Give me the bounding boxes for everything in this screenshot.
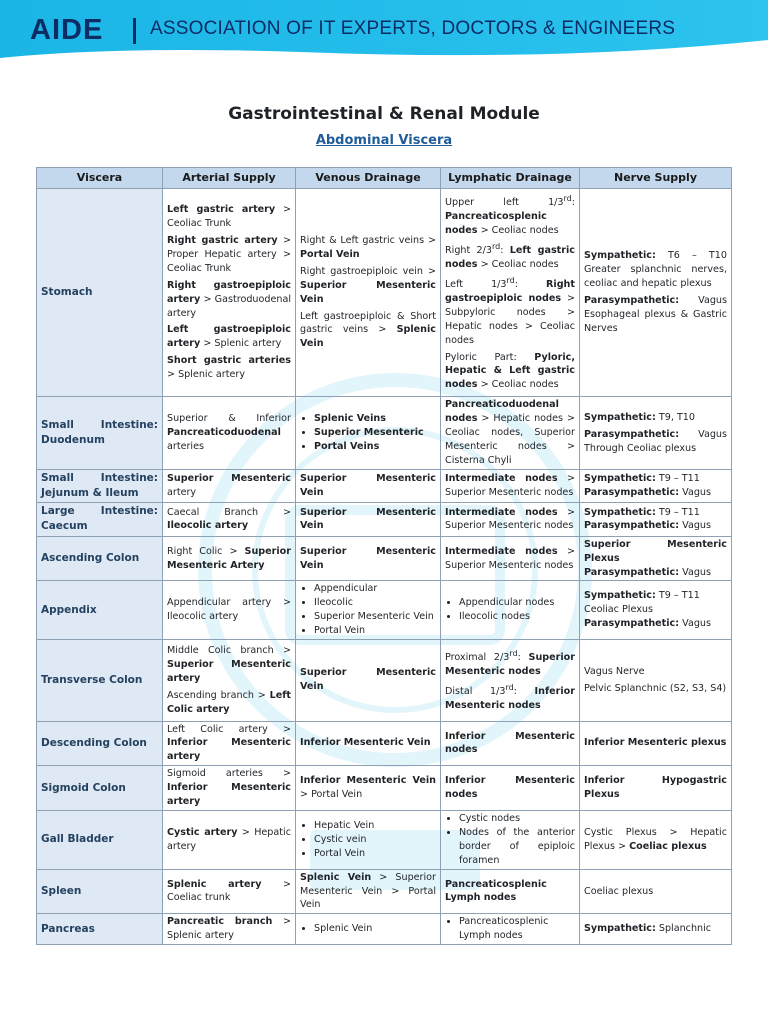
superscript: rd <box>509 648 518 658</box>
arterial-supply <box>163 536 296 581</box>
table-row-sigmoid-colon <box>37 766 732 811</box>
bold-text: Sympathetic: <box>584 923 656 935</box>
superscript: rd <box>491 241 501 251</box>
text: Distal 1/3 <box>445 685 506 697</box>
bold-text: Coeliac plexus <box>629 840 707 852</box>
arterial-item <box>167 279 291 321</box>
abdominal-viscera-table <box>36 167 732 945</box>
nerve-supply <box>580 811 732 870</box>
viscera-name: Sigmoid Colon <box>37 766 163 811</box>
arterial-item <box>167 203 291 231</box>
viscera-name: Gall Bladder <box>37 811 163 870</box>
text: T9 – T11 <box>655 506 700 518</box>
text: artery <box>167 487 197 499</box>
text: Middle Colic branch > <box>167 645 291 657</box>
arterial-item <box>167 689 291 717</box>
venous-drainage <box>296 811 441 870</box>
bold-text: Intermediate nodes <box>445 506 558 518</box>
arterial-item <box>167 323 291 351</box>
bold-text: Inferior Mesenteric Vein <box>300 737 431 749</box>
text: : <box>514 279 547 291</box>
nerve-supply <box>580 469 732 502</box>
text: > Superior Mesenteric nodes <box>445 473 576 499</box>
nerve-item <box>584 249 727 291</box>
lymphatic-drainage <box>441 869 580 914</box>
text: Right 2/3 <box>445 245 492 257</box>
nerve-item <box>584 294 727 336</box>
text: > Hepatic nodes > Ceoliac nodes, Superior Mesenteric nodes > Cisterna Chyli <box>445 413 575 466</box>
bold-text: Inferior Mesenteric artery <box>167 737 291 763</box>
text: > Splenic artery <box>200 338 282 350</box>
venous-drainage <box>296 721 441 766</box>
list-item: • Ileocolic nodes <box>459 610 575 624</box>
text: > Coeliac trunk <box>167 878 291 904</box>
column-header-arterial: Arterial Supply <box>163 168 296 189</box>
nerve-supply: Coeliac plexus <box>580 869 732 914</box>
text: Left 1/3 <box>445 279 507 291</box>
viscera-name: Small Intestine: Duodenum <box>37 397 163 470</box>
lymphatic-drainage <box>441 469 580 502</box>
text: Sigmoid arteries > <box>167 768 291 780</box>
column-header-lymphatic: Lymphatic Drainage <box>441 168 580 189</box>
bold-text: Sympathetic: <box>584 506 656 518</box>
nerve-supply <box>580 914 732 945</box>
venous-drainage <box>296 640 441 722</box>
lymphatic-drainage <box>441 914 580 945</box>
text: > Hepatic artery <box>167 826 291 852</box>
text: Vagus Esophageal plexus & Gastric Nerves <box>584 295 727 334</box>
nerve-supply <box>580 721 732 766</box>
bold-text: Superior Mesenteric <box>167 473 291 485</box>
lymphatic-drainage <box>441 581 580 640</box>
list-item: • Portal Vein <box>314 847 436 861</box>
venous-drainage <box>296 188 441 396</box>
lymph-item <box>445 275 575 348</box>
lymphatic-drainage <box>441 536 580 581</box>
column-header-venous: Venous Drainage <box>296 168 441 189</box>
text: arteries <box>167 441 204 452</box>
text: Left Colic artery > <box>167 723 291 735</box>
brand-logo-text: AIDE <box>30 14 104 46</box>
bold-text: Intermediate nodes <box>445 545 558 557</box>
text: Right & Left gastric veins > <box>300 234 436 246</box>
lymphatic-drainage <box>441 766 580 811</box>
text: : <box>517 651 529 663</box>
nerve-item: Pelvic Splanchnic (S2, S3, S4) <box>584 682 727 694</box>
nerve-item <box>584 617 727 631</box>
bold-text: Parasympathetic: <box>584 566 680 578</box>
text: Ascending branch > <box>167 689 270 701</box>
arterial-item <box>167 644 291 686</box>
list-item: • Splenic Vein <box>314 922 436 936</box>
bold-text: Right gastroepiploic nodes <box>445 279 575 304</box>
text: Upper left 1/3 <box>445 197 564 209</box>
list-item: • Ileocolic <box>314 596 436 610</box>
list-item: • Portal Veins <box>314 440 436 454</box>
bold-text: Ileocolic artery <box>167 520 249 532</box>
text: > Subpyloric nodes > Hepatic nodes > Ceoliac nodes <box>445 292 575 346</box>
bold-text: Sympathetic: <box>584 473 656 485</box>
venous-list <box>300 582 436 638</box>
nerve-item <box>584 519 727 533</box>
bold-text: Left gastroepiploic artery <box>167 324 291 350</box>
document-title: Gastrointestinal & Renal Module <box>228 104 540 124</box>
lymph-item <box>445 351 575 393</box>
nerve-item: Vagus Nerve <box>584 665 645 677</box>
list-item: • Hepatic Vein <box>314 819 436 833</box>
venous-drainage <box>296 397 441 470</box>
nerve-supply <box>580 188 732 396</box>
lymph-list <box>445 596 575 624</box>
venous-drainage <box>296 914 441 945</box>
venous-drainage <box>296 469 441 502</box>
table-row-appendix <box>37 581 732 640</box>
venous-drainage <box>296 536 441 581</box>
venous-list <box>300 412 436 454</box>
list-item: • Pancreaticosplenic Lymph nodes <box>459 915 575 943</box>
nerve-item: Superior Mesenteric Plexus <box>584 538 727 564</box>
viscera-name: Stomach <box>37 188 163 396</box>
venous-item <box>300 265 436 307</box>
table-row-descending-colon <box>37 721 732 766</box>
bold-text: Portal Vein <box>300 248 360 260</box>
superscript: rd <box>505 682 514 692</box>
bold-text: Superior Mesenteric Vein <box>300 545 436 571</box>
viscera-name: Transverse Colon <box>37 640 163 722</box>
bold-text: Pancreaticosplenic nodes <box>445 211 547 236</box>
venous-list <box>300 819 436 861</box>
bold-text: Superior Mesenteric Vein <box>300 667 436 693</box>
text: Vagus <box>679 487 711 499</box>
bold-text: Superior Mesenteric Vein <box>300 506 436 532</box>
bold-text: Inferior Mesenteric plexus <box>584 737 727 749</box>
text: Vagus <box>679 618 711 630</box>
bold-text: Right gastroepiploic artery <box>167 279 291 305</box>
list-item: • Nodes of the anterior border of epiploic foramen <box>459 826 575 868</box>
venous-drainage <box>296 503 441 536</box>
bold-text: Inferior Mesenteric nodes <box>445 775 575 801</box>
bold-text: Parasympathetic: <box>584 520 680 532</box>
lymph-item <box>445 241 575 272</box>
bold-text: Left Colic artery <box>167 689 291 715</box>
bold-text: Superior Mesenteric Artery <box>167 545 291 571</box>
text: Pyloric Part: <box>445 351 535 363</box>
text: Right gastroepiploic vein > <box>300 265 436 277</box>
viscera-name: Small Intestine: Jejunum & Ileum <box>37 469 163 502</box>
bold-text: Parasympathetic: <box>584 487 680 499</box>
bold-text: Sympathetic: <box>584 590 656 602</box>
venous-item <box>300 234 436 262</box>
bold-text: Parasympathetic: <box>584 295 680 307</box>
nerve-supply <box>580 766 732 811</box>
document-subtitle: Abdominal Viscera <box>315 133 453 148</box>
text: : <box>571 197 575 209</box>
text: Vagus <box>679 566 711 578</box>
list-item: • Portal Vein <box>314 624 436 638</box>
arterial-supply <box>163 188 296 396</box>
list-item: • Superior Mesenteric <box>314 426 436 440</box>
lymphatic-drainage <box>441 188 580 396</box>
venous-drainage <box>296 581 441 640</box>
bold-text: Inferior Mesenteric nodes <box>445 730 575 756</box>
lymph-list <box>445 915 575 943</box>
text: Right Colic > <box>167 545 245 557</box>
table-header-row <box>37 168 732 189</box>
venous-item <box>300 310 436 352</box>
lymph-item <box>445 193 575 238</box>
nerve-item <box>584 589 727 603</box>
text: > Ceoliac Trunk <box>167 204 291 230</box>
bold-text: Inferior Hypogastric Plexus <box>584 775 727 801</box>
column-header-nerve: Nerve Supply <box>580 168 732 189</box>
table-row-duodenum <box>37 397 732 470</box>
text: T9 – T11 <box>655 473 700 485</box>
arterial-supply <box>163 503 296 536</box>
viscera-name: Spleen <box>37 869 163 914</box>
bold-text: Sympathetic: <box>584 250 656 262</box>
text: Caecal Branch > <box>167 506 291 518</box>
table-row-spleen <box>37 869 732 914</box>
column-header-viscera: Viscera <box>37 168 163 189</box>
lymph-item <box>445 648 575 679</box>
bold-text: Pancreaticoduodenal nodes <box>445 399 559 425</box>
text: Proximal 2/3 <box>445 651 510 663</box>
text: T9, T10 <box>655 411 696 423</box>
text: > Proper Hepatic artery > Ceoliac Trunk <box>167 234 291 274</box>
bold-text: Left gastric nodes <box>445 245 575 270</box>
bold-text: Right gastric artery <box>167 234 278 246</box>
arterial-item <box>167 234 291 276</box>
nerve-item: Ceoliac Plexus <box>584 604 653 616</box>
text: Splanchnic <box>655 923 712 935</box>
lymph-list <box>445 812 575 868</box>
nerve-supply <box>580 503 732 536</box>
text: T9 – T11 <box>655 590 700 602</box>
nerve-supply <box>580 581 732 640</box>
arterial-supply <box>163 640 296 722</box>
text: > Ceoliac nodes <box>477 258 559 270</box>
bold-text: Short gastric arteries <box>167 355 291 367</box>
venous-drainage <box>296 766 441 811</box>
viscera-name: Pancreas <box>37 914 163 945</box>
text: : <box>500 245 510 257</box>
arterial-supply <box>163 869 296 914</box>
text: Superior & Inferior <box>167 413 291 425</box>
list-item: • Appendicular nodes <box>459 596 575 610</box>
arterial-supply <box>163 811 296 870</box>
viscera-name: Large Intestine: Caecum <box>37 503 163 536</box>
table-row-pancreas <box>37 914 732 945</box>
text: > Splenic artery <box>167 916 291 942</box>
arterial-supply <box>163 766 296 811</box>
bold-text: Superior Mesenteric artery <box>167 658 291 684</box>
table-row-transverse-colon <box>37 640 732 722</box>
text: T6 – T10 Greater splanchnic nerves, ceoliac and hepatic plexus <box>584 250 727 290</box>
bold-text: Sympathetic: <box>584 411 656 423</box>
bold-text: Parasympathetic: <box>584 428 680 440</box>
bold-text: Superior Mesenteric nodes <box>445 651 575 677</box>
arterial-supply <box>163 721 296 766</box>
bold-text: Splenic Vein <box>300 324 436 350</box>
nerve-item <box>584 428 727 456</box>
text: > Gastroduodenal artery <box>167 293 291 319</box>
viscera-name: Appendix <box>37 581 163 640</box>
bold-text: Superior Mesenteric Vein <box>300 473 436 499</box>
text: > Superior Mesenteric nodes <box>445 506 576 532</box>
list-item: • Cystic vein <box>314 833 436 847</box>
lymphatic-drainage <box>441 721 580 766</box>
text: > Splenic artery <box>167 369 246 381</box>
table-row-stomach <box>37 188 732 396</box>
lymph-item <box>445 682 575 713</box>
bold-text: Pancreaticosplenic Lymph nodes <box>445 878 547 904</box>
table-row-jejunum-ileum <box>37 469 732 502</box>
arterial-item <box>167 354 291 382</box>
nerve-item <box>584 472 727 486</box>
arterial-supply <box>163 914 296 945</box>
table-row-caecum <box>37 503 732 536</box>
text: : <box>513 685 535 697</box>
lymphatic-drainage <box>441 397 580 470</box>
bold-text: Left gastric artery <box>167 204 276 216</box>
list-item: • Splenic Veins <box>314 412 436 426</box>
bold-text: Inferior Mesenteric nodes <box>445 685 575 711</box>
nerve-item <box>584 566 727 580</box>
nerve-supply <box>580 536 732 581</box>
list-item: • Cystic nodes <box>459 812 575 826</box>
header-band <box>0 0 768 58</box>
bold-text: Inferior Mesenteric Vein <box>300 775 436 787</box>
table-row-ascending-colon <box>37 536 732 581</box>
text: Vagus <box>679 520 711 532</box>
venous-list <box>300 922 436 936</box>
bold-text: Cystic artery <box>167 826 238 838</box>
nerve-supply <box>580 640 732 722</box>
lymphatic-drainage <box>441 503 580 536</box>
viscera-name: Descending Colon <box>37 721 163 766</box>
bold-text: Intermediate nodes <box>445 473 558 485</box>
text: > Portal Vein <box>300 789 363 801</box>
header-divider <box>133 18 136 44</box>
bold-text: Pancreatic branch <box>167 916 273 928</box>
nerve-item <box>584 506 727 520</box>
bold-text: Splenic artery <box>167 878 262 890</box>
bold-text: Superior Mesenteric Vein <box>300 279 436 305</box>
table-row-gall-bladder <box>37 811 732 870</box>
text: Cystic Plexus > Hepatic Plexus > <box>584 826 727 852</box>
arterial-supply: Appendicular artery > Ileocolic artery <box>163 581 296 640</box>
nerve-item <box>584 486 727 500</box>
lymphatic-drainage <box>441 640 580 722</box>
nerve-item <box>584 411 727 425</box>
superscript: rd <box>506 275 515 285</box>
superscript: rd <box>563 193 572 203</box>
bold-text: Pancreaticoduodenal <box>167 427 281 439</box>
text: > Ceoliac nodes <box>477 379 559 391</box>
venous-drainage <box>296 869 441 914</box>
list-item: • Superior Mesenteric Vein <box>314 610 436 624</box>
lymphatic-drainage <box>441 811 580 870</box>
bold-text: Parasympathetic: <box>584 618 680 630</box>
bold-text: Pyloric, Hepatic & Left gastric nodes <box>445 351 575 391</box>
arterial-supply <box>163 397 296 470</box>
text: > Superior Mesenteric nodes <box>445 545 576 571</box>
text: Vagus Through Ceoliac plexus <box>584 428 727 454</box>
text: > Ceoliac nodes <box>477 224 559 236</box>
text: Left gastroepiploic & Short gastric veins > <box>300 310 436 336</box>
list-item: • Appendicular <box>314 582 436 596</box>
text: > Superior Mesenteric Vein > Portal Vein <box>300 871 436 911</box>
arterial-supply <box>163 469 296 502</box>
bold-text: Splenic Vein <box>300 871 372 883</box>
nerve-supply <box>580 397 732 470</box>
organization-name: ASSOCIATION OF IT EXPERTS, DOCTORS & ENGINEERS <box>150 18 676 39</box>
viscera-name: Ascending Colon <box>37 536 163 581</box>
bold-text: Inferior Mesenteric artery <box>167 782 291 808</box>
